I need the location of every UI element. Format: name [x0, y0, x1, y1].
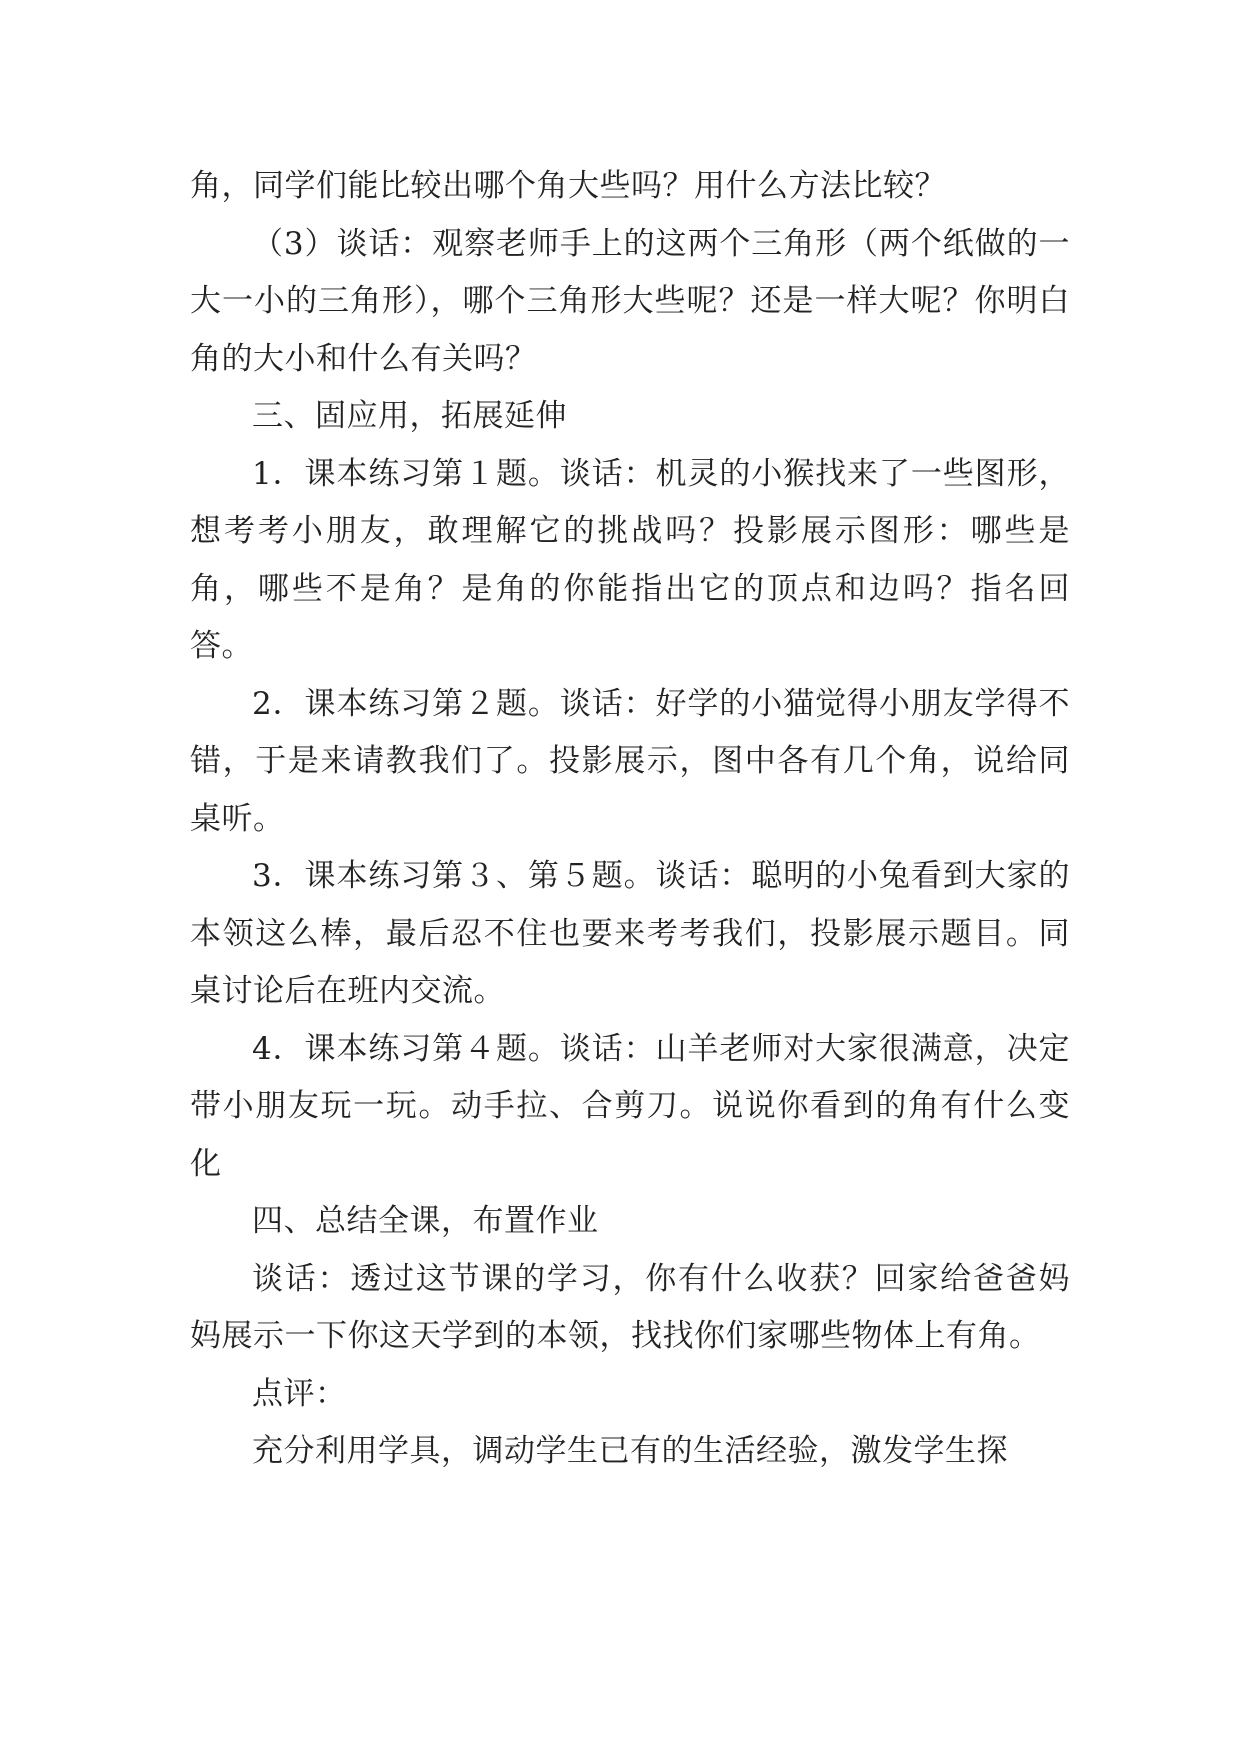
section-heading: 三、固应用，拓展延伸	[252, 398, 567, 434]
paragraph: 1．课本练习第１题。谈话：机灵的小猴找来了一些图形，想考考小朋友，敢理解它的挑战吗？投影展示图形：哪些是角，哪些不是角？是角的你能指出它的顶点和边吗？指名回答。	[190, 455, 1070, 664]
paragraph: 3．课本练习第３、第５题。谈话：聪明的小兔看到大家的本领这么棒，最后忍不住也要来考考我们，投影展示题目。同桌讨论后在班内交流。	[190, 858, 1070, 1009]
paragraph: 谈话：透过这节课的学习，你有什么收获？回家给爸爸妈妈展示一下你这天学到的本领，找找你们家哪些物体上有角。	[190, 1260, 1070, 1354]
paragraph: 角，同学们能比较出哪个角大些吗？用什么方法比较？	[190, 168, 946, 204]
paragraph: 2．课本练习第２题。谈话：好学的小猫觉得小朋友学得不错，于是来请教我们了。投影展示，图中各有几个角，说给同桌听。	[190, 685, 1070, 837]
paragraph: 充分利用学具，调动学生已有的生活经验，激发学生探	[252, 1433, 1008, 1469]
paragraph: 4．课本练习第４题。谈话：山羊老师对大家很满意，决定带小朋友玩一玩。动手拉、合剪刀。说说你看到的角有什么变化	[190, 1030, 1070, 1182]
document-body	[190, 158, 1070, 1481]
paragraph: （3）谈话：观察老师手上的这两个三角形（两个纸做的一大一小的三角形），哪个三角形大些呢？还是一样大呢？你明白角的大小和什么有关吗？	[190, 225, 1070, 377]
comment-heading: 点评：	[252, 1375, 347, 1412]
section-heading: 四、总结全课，布置作业	[252, 1203, 599, 1239]
